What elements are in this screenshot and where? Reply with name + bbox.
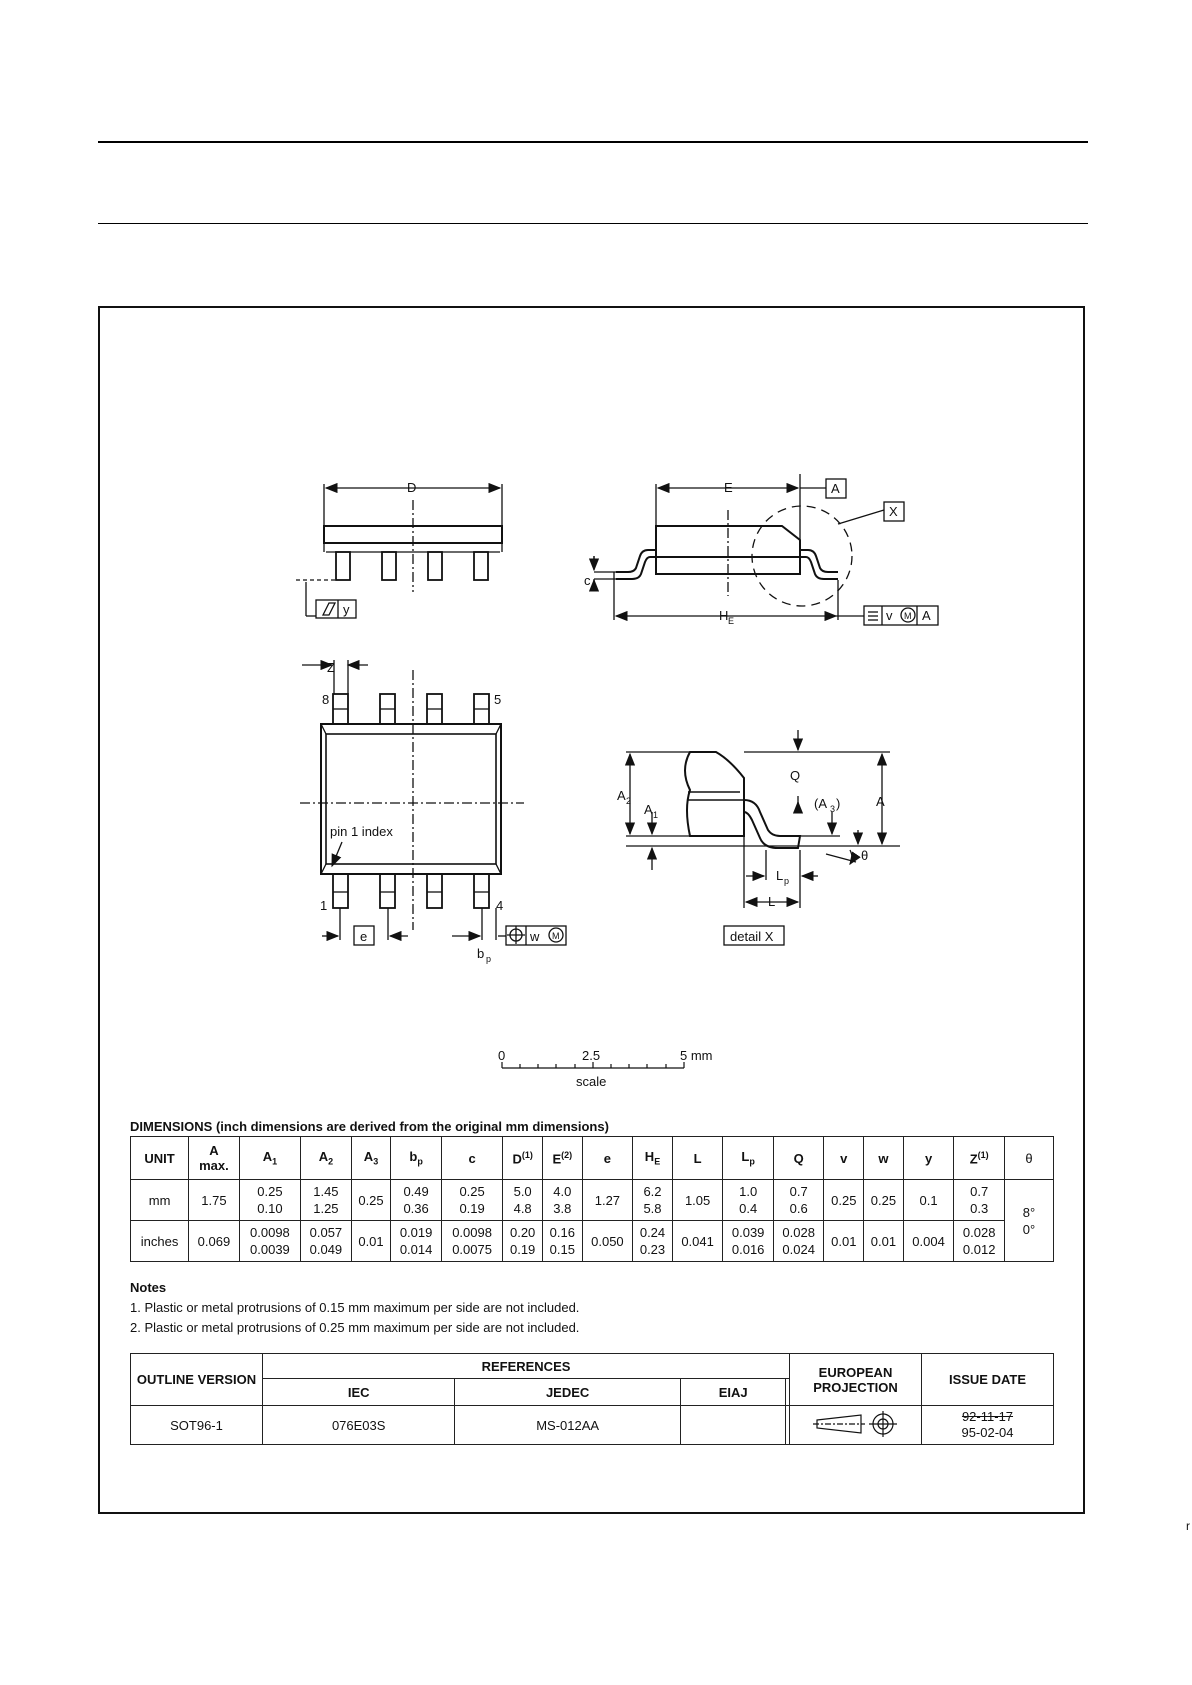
tol-w-m-symbol: M: [552, 931, 560, 941]
dim-value-cell: 0.25 0.10: [239, 1180, 300, 1221]
datum-a-label: A: [831, 481, 840, 496]
dim-theta-cell: 8° 0°: [1005, 1180, 1054, 1262]
dim-header-cell: θ: [1005, 1137, 1054, 1180]
dim-header-cell: Q: [773, 1137, 824, 1180]
dim-row: [131, 1180, 1054, 1221]
end-view: [594, 474, 938, 625]
dim-value-cell: 0.24 0.23: [633, 1221, 673, 1262]
blank-ref-header: [786, 1379, 790, 1406]
dim-header-cell: $b_p$: [391, 1137, 442, 1180]
dim-value-cell: 0.25 0.19: [441, 1180, 502, 1221]
dim-header-cell: $E^{(2)}$: [542, 1137, 582, 1180]
dimensions-table: [130, 1136, 1054, 1262]
notes-title: Notes: [130, 1280, 167, 1295]
dim-a3-close: ): [836, 796, 841, 811]
iec-value: 076E03S: [263, 1406, 455, 1445]
scale-end: 5 mm: [680, 1048, 713, 1063]
pitch-e-label: e: [360, 929, 368, 944]
dim-value-cell: 6.2 5.8: [633, 1180, 673, 1221]
dimensions-title: DIMENSIONS (inch dimensions are derived from the original mm dimensions): [130, 1119, 609, 1134]
dim-value-cell: 0.20 0.19: [503, 1221, 543, 1262]
dim-bp-sub: p: [486, 954, 492, 964]
outline-version-header: OUTLINE VERSION: [131, 1354, 263, 1406]
first-angle-projection-icon: [813, 1411, 899, 1437]
pin-4-label: 4: [496, 898, 504, 913]
dim-value-cell: 0.01: [351, 1221, 391, 1262]
note-2: 2. Plastic or metal protrusions of 0.25 mm maximum per side are not included.: [130, 1320, 580, 1335]
issue-date-value: [922, 1406, 1054, 1445]
dim-header-cell: y: [903, 1137, 954, 1180]
dim-header-cell: $Z^{(1)}$: [954, 1137, 1005, 1180]
dim-value-cell: 0.16 0.15: [542, 1221, 582, 1262]
dim-header-cell: $L_p$: [723, 1137, 774, 1180]
detail-x-ref-label: X: [889, 504, 898, 519]
dim-c-label: c: [584, 573, 591, 588]
projection-symbol: [790, 1406, 922, 1445]
eiaj-value: [680, 1406, 786, 1445]
tol-w-label: w: [530, 929, 540, 944]
dim-value-cell: 0.01: [864, 1221, 904, 1262]
dim-lp-label: L: [776, 868, 784, 883]
eiaj-header: EIAJ: [680, 1379, 786, 1406]
dim-header-cell: $A_3$: [351, 1137, 391, 1180]
dim-a2-label: A: [617, 788, 626, 803]
dim-value-cell: 0.49 0.36: [391, 1180, 442, 1221]
jedec-header: JEDEC: [455, 1379, 680, 1406]
dim-header-cell: $H_E$: [633, 1137, 673, 1180]
references-table: [130, 1353, 1054, 1445]
dim-header-cell: A max.: [189, 1137, 240, 1180]
dim-q-label: Q: [790, 768, 801, 783]
dim-header-cell: e: [582, 1137, 633, 1180]
jedec-value: MS-012AA: [455, 1406, 680, 1445]
dim-header-cell: $A_1$: [239, 1137, 300, 1180]
notes: [130, 1278, 579, 1338]
dim-value-cell: 0.004: [903, 1221, 954, 1262]
dim-value-cell: 0.069: [189, 1221, 240, 1262]
detail-x-view: [626, 730, 900, 945]
dimensions-header-row: [131, 1137, 1054, 1180]
dim-header-cell: UNIT: [131, 1137, 189, 1180]
corner-mark: r: [1186, 1519, 1190, 1533]
dim-value-cell: 0.019 0.014: [391, 1221, 442, 1262]
tol-v-label: v: [886, 608, 893, 623]
dim-value-cell: 0.0098 0.0075: [441, 1221, 502, 1262]
dim-a3-sub: 3: [830, 804, 836, 814]
detail-x-label: detail X: [730, 929, 774, 944]
dim-value-cell: 1.45 1.25: [301, 1180, 352, 1221]
dim-a1-sub: 1: [653, 810, 659, 820]
dim-value-cell: 0.041: [672, 1221, 723, 1262]
tol-m-symbol: M: [904, 611, 912, 621]
dim-a3-label: (A: [814, 796, 827, 811]
scale-zero: 0: [498, 1048, 506, 1063]
dim-value-cell: 0.0098 0.0039: [239, 1221, 300, 1262]
dim-d-label: D: [407, 480, 417, 495]
dim-header-cell: v: [824, 1137, 864, 1180]
pin-5-label: 5: [494, 692, 502, 707]
dim-value-cell: 0.1: [903, 1180, 954, 1221]
dim-a-label: A: [876, 794, 885, 809]
scale-mid: 2.5: [582, 1048, 601, 1063]
dim-value-cell: 5.0 4.8: [503, 1180, 543, 1221]
tol-a-label: A: [922, 608, 931, 623]
dim-header-cell: $D^{(1)}$: [503, 1137, 543, 1180]
iec-header: IEC: [263, 1379, 455, 1406]
dim-z-label: Z: [327, 660, 335, 675]
dimensions-body: [131, 1180, 1054, 1262]
dim-a2-sub: 2: [626, 796, 632, 806]
dim-value-cell: 1.0 0.4: [723, 1180, 774, 1221]
dim-value-cell: 0.7 0.6: [773, 1180, 824, 1221]
dim-he-label: H: [719, 608, 729, 623]
pin-8-label: 8: [322, 692, 330, 707]
references-header: REFERENCES: [263, 1354, 790, 1379]
dim-value-cell: 4.0 3.8: [542, 1180, 582, 1221]
dim-header-cell: w: [864, 1137, 904, 1180]
pin-1-label: 1: [320, 898, 328, 913]
dim-value-cell: 0.028 0.024: [773, 1221, 824, 1262]
dim-unit-cell: inches: [131, 1221, 189, 1262]
dim-value-cell: 0.7 0.3: [954, 1180, 1005, 1221]
dim-row: [131, 1221, 1054, 1262]
dim-header-cell: c: [441, 1137, 502, 1180]
issue-date-new: 95-02-04: [961, 1425, 1014, 1440]
flatness-y-label: y: [343, 602, 350, 617]
pin-1-index-label: pin 1 index: [330, 824, 393, 839]
outline-version-value: SOT96-1: [131, 1406, 263, 1445]
dim-value-cell: 0.01: [824, 1221, 864, 1262]
dim-a1-label: A: [644, 802, 653, 817]
dim-value-cell: 0.057 0.049: [301, 1221, 352, 1262]
theta-label: θ: [861, 848, 869, 863]
dim-header-cell: L: [672, 1137, 723, 1180]
dim-value-cell: 0.25: [824, 1180, 864, 1221]
dim-value-cell: 0.050: [582, 1221, 633, 1262]
dim-unit-cell: mm: [131, 1180, 189, 1221]
top-view: [300, 660, 566, 945]
dim-value-cell: 0.25: [351, 1180, 391, 1221]
issue-date-header: ISSUE DATE: [922, 1354, 1054, 1406]
dim-value-cell: 1.75: [189, 1180, 240, 1221]
dim-e-label: E: [724, 480, 733, 495]
dim-he-sub: E: [728, 616, 735, 626]
dim-value-cell: 0.039 0.016: [723, 1221, 774, 1262]
dim-value-cell: 1.27: [582, 1180, 633, 1221]
dim-value-cell: 0.028 0.012: [954, 1221, 1005, 1262]
dim-header-cell: $A_2$: [301, 1137, 352, 1180]
dim-value-cell: 1.05: [672, 1180, 723, 1221]
scale-label: scale: [576, 1074, 607, 1089]
european-projection-header: EUROPEAN PROJECTION: [790, 1354, 922, 1406]
side-view: [296, 484, 502, 618]
note-1: 1. Plastic or metal protrusions of 0.15 mm maximum per side are not included.: [130, 1300, 580, 1315]
dim-l-label: L: [768, 894, 776, 909]
issue-date-old: 92-11-17: [961, 1409, 1014, 1424]
dim-value-cell: 0.25: [864, 1180, 904, 1221]
dim-lp-sub: p: [784, 876, 790, 886]
dim-bp-label: b: [477, 946, 485, 961]
